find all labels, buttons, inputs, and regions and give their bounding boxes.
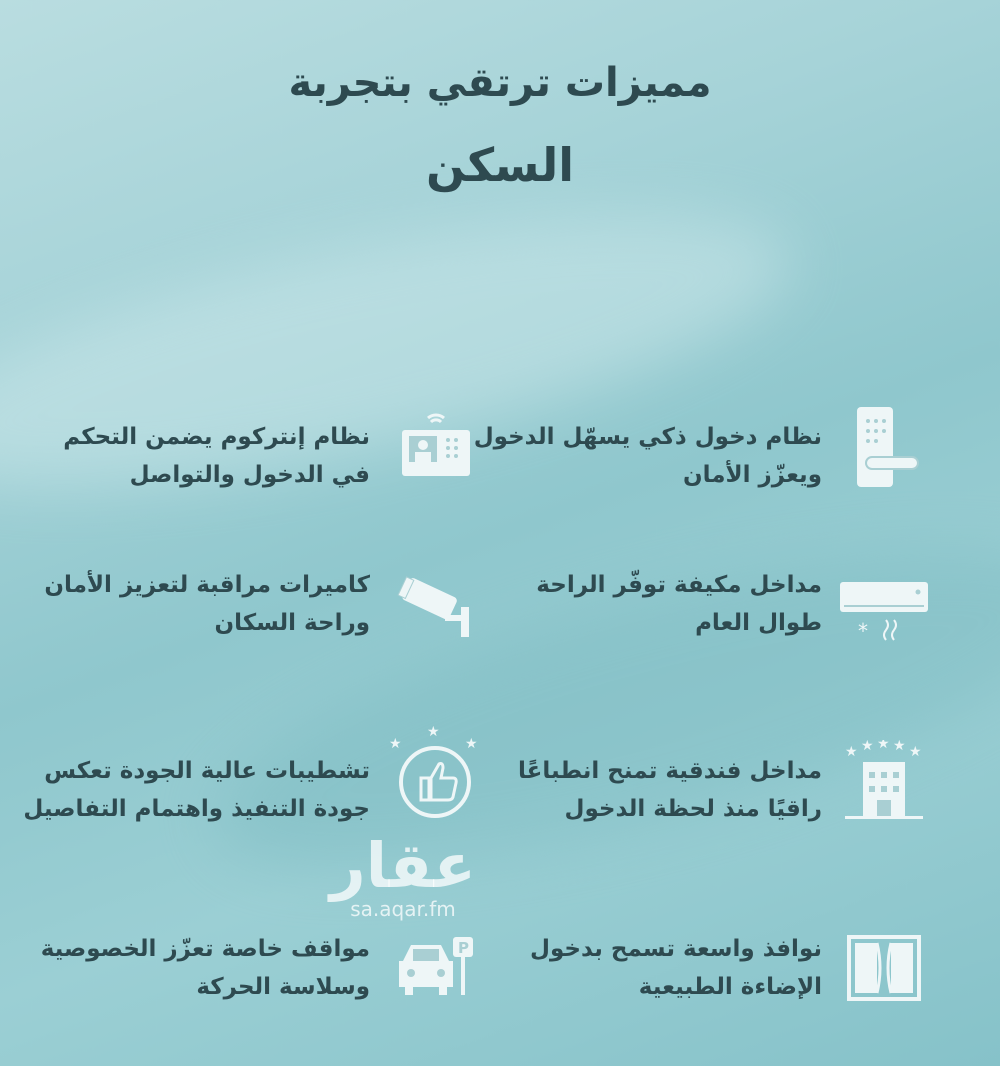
title-line-1: مميزات ترتقي بتجربة xyxy=(288,60,712,106)
feature-hotel-entrances xyxy=(518,752,822,828)
parking-icon xyxy=(395,935,477,997)
air-conditioner-icon xyxy=(838,580,930,642)
feature-smart-entry xyxy=(474,418,822,494)
feature-line: مداخل فندقية تمنح انطباعًا xyxy=(518,758,822,784)
window-icon xyxy=(847,935,921,1001)
feature-line: جودة التنفيذ واهتمام التفاصيل xyxy=(23,796,370,822)
svg-text:P: P xyxy=(458,939,469,957)
smart-lock-icon xyxy=(852,405,920,490)
background-swirl xyxy=(187,487,1000,932)
feature-line: نوافذ واسعة تسمح بدخول xyxy=(530,936,822,962)
feature-air-conditioned xyxy=(536,566,822,642)
feature-line: راقيًا منذ لحظة الدخول xyxy=(564,796,822,822)
feature-line: مداخل مكيفة توفّر الراحة xyxy=(536,572,822,598)
title-line-2: السكن xyxy=(426,138,574,192)
feature-line: ويعزّز الأمان xyxy=(683,462,822,488)
feature-line: مواقف خاصة تعزّز الخصوصية xyxy=(40,936,370,962)
svg-text:★: ★ xyxy=(861,740,874,754)
feature-line: طوال العام xyxy=(695,610,822,636)
feature-intercom xyxy=(63,418,370,494)
feature-finishes xyxy=(23,752,370,828)
svg-text:★: ★ xyxy=(465,736,478,752)
feature-cameras xyxy=(44,566,370,642)
watermark-url: sa.aqar.fm xyxy=(350,897,456,921)
svg-text:*: * xyxy=(858,619,868,642)
svg-text:★: ★ xyxy=(909,744,922,760)
thumbs-up-icon xyxy=(385,722,485,822)
feature-line: في الدخول والتواصل xyxy=(129,462,370,488)
feature-line: وسلاسة الحركة xyxy=(196,974,370,1000)
svg-text:★: ★ xyxy=(877,740,890,752)
feature-parking xyxy=(41,930,370,1006)
svg-text:★: ★ xyxy=(845,744,858,760)
feature-line: تشطيبات عالية الجودة تعكس xyxy=(44,758,370,784)
feature-windows xyxy=(530,930,822,1006)
feature-line: نظام دخول ذكي يسهّل الدخول xyxy=(473,424,822,450)
security-camera-icon xyxy=(395,575,475,640)
aqar-watermark xyxy=(330,829,476,921)
svg-text:★: ★ xyxy=(893,740,906,754)
hotel-icon xyxy=(843,740,925,820)
feature-line: وراحة السكان xyxy=(214,610,370,636)
watermark-logo: عقار xyxy=(330,829,476,902)
feature-line: نظام إنتركوم يضمن التحكم xyxy=(63,424,370,450)
svg-text:★: ★ xyxy=(389,736,402,752)
feature-line: الإضاءة الطبيعية xyxy=(638,974,822,1000)
intercom-icon xyxy=(400,408,472,478)
feature-line: كاميرات مراقبة لتعزيز الأمان xyxy=(44,572,370,598)
svg-text:★: ★ xyxy=(427,724,440,740)
